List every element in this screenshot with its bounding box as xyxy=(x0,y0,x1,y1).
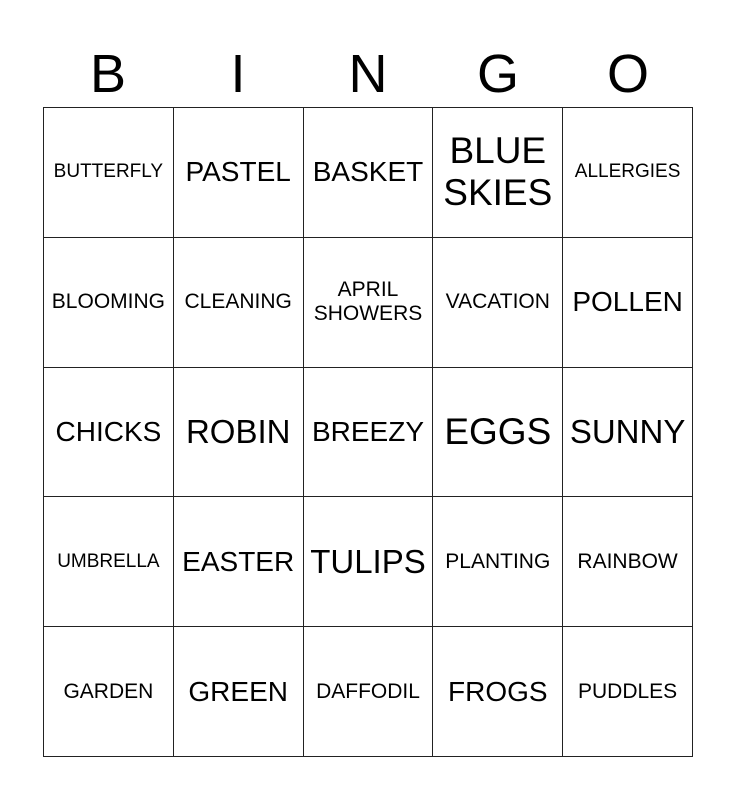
bingo-cell[interactable]: EGGS xyxy=(433,368,563,498)
bingo-cell[interactable]: BLUE SKIES xyxy=(433,108,563,238)
bingo-cell[interactable]: UMBRELLA xyxy=(44,497,174,627)
bingo-cell[interactable]: RAINBOW xyxy=(563,497,693,627)
bingo-cell[interactable]: SUNNY xyxy=(563,368,693,498)
header-letter-g: G xyxy=(476,44,519,104)
bingo-cell[interactable]: ROBIN xyxy=(174,368,304,498)
bingo-cell[interactable]: BASKET xyxy=(304,108,434,238)
bingo-cell[interactable]: CLEANING xyxy=(174,238,304,368)
bingo-cell[interactable]: APRIL SHOWERS xyxy=(304,238,434,368)
bingo-cell[interactable]: POLLEN xyxy=(563,238,693,368)
bingo-cell[interactable]: CHICKS xyxy=(44,368,174,498)
bingo-cell[interactable]: BUTTERFLY xyxy=(44,108,174,238)
bingo-cell[interactable]: GARDEN xyxy=(44,627,174,757)
bingo-cell[interactable]: VACATION xyxy=(433,238,563,368)
bingo-cell[interactable]: BREEZY xyxy=(304,368,434,498)
bingo-cell[interactable]: EASTER xyxy=(174,497,304,627)
header-letter-b: B xyxy=(89,44,127,104)
bingo-board xyxy=(43,107,693,757)
bingo-cell[interactable]: PLANTING xyxy=(433,497,563,627)
bingo-header xyxy=(43,40,693,108)
header-letter-i: I xyxy=(230,44,246,104)
bingo-cell[interactable]: BLOOMING xyxy=(44,238,174,368)
bingo-cell[interactable]: PASTEL xyxy=(174,108,304,238)
bingo-cell[interactable]: TULIPS xyxy=(304,497,434,627)
bingo-cell[interactable]: DAFFODIL xyxy=(304,627,434,757)
header-letter-o: O xyxy=(606,44,649,104)
bingo-cell[interactable]: PUDDLES xyxy=(563,627,693,757)
bingo-cell[interactable]: FROGS xyxy=(433,627,563,757)
bingo-cell[interactable]: ALLERGIES xyxy=(563,108,693,238)
bingo-cell[interactable]: GREEN xyxy=(174,627,304,757)
header-letter-n: N xyxy=(348,44,388,104)
